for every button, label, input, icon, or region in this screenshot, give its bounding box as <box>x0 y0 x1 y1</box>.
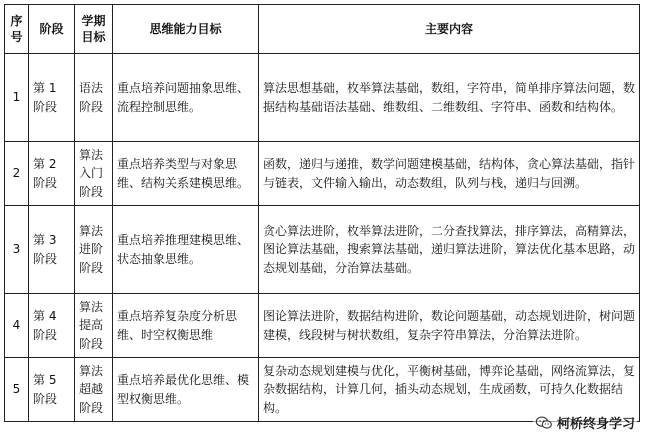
header-thinking: 思维能力目标 <box>113 5 259 54</box>
row-content: 贪心算法进阶，枚举算法进阶，二分查找算法，排序算法，高精算法，图论算法基础，搜索算法基础，递归算法进阶，算法优化基本思路，动态规划基础，分治算法基础。 <box>259 206 640 294</box>
row-content: 函数，递归与递推，数学问题建模基础，结构体，贪心算法基础，指针与链表，文件输入输出，动态数组，队列与栈，递归与回溯。 <box>259 142 640 206</box>
table-row <box>5 142 640 206</box>
row-num: 4 <box>5 294 29 358</box>
header-target: 学期目标 <box>75 5 113 54</box>
table-row <box>5 294 640 358</box>
row-content: 图论算法进阶，数据结构进阶，数论问题基础，动态规划进阶，树问题建模，线段树与树状数组，复杂字符串算法，分治算法进阶。 <box>259 294 640 358</box>
watermark <box>533 413 637 432</box>
row-num: 1 <box>5 54 29 142</box>
watermark-text: 柯桥终身学习 <box>556 417 635 432</box>
row-num: 3 <box>5 206 29 294</box>
row-thinking: 重点培养复杂度分析思维、时空权衡思维 <box>113 294 259 358</box>
header-num: 序号 <box>5 5 29 54</box>
table-row <box>5 206 640 294</box>
row-stage: 第 4 阶段 <box>29 294 75 358</box>
table-row <box>5 54 640 142</box>
row-thinking: 重点培养最优化思维、模型权衡思维。 <box>113 358 259 422</box>
row-stage: 第 1 阶段 <box>29 54 75 142</box>
header-stage: 阶段 <box>29 5 75 54</box>
row-stage: 第 3 阶段 <box>29 206 75 294</box>
row-content: 复杂动态规划建模与优化，平衡树基础，博弈论基础，网络流算法，复杂数据结构，计算几何，插头动态规划，生成函数，可持久化数据结构。 <box>259 358 640 422</box>
header-content: 主要内容 <box>259 5 640 54</box>
row-target: 算法入门阶段 <box>75 142 113 206</box>
row-content: 算法思想基础，枚举算法基础，数组，字符串，简单排序算法问题，数据结构基础语法基础、维数组、二维数组、字符串、函数和结构体。 <box>259 54 640 142</box>
table-header-row <box>5 5 640 54</box>
row-stage: 第 2 阶段 <box>29 142 75 206</box>
row-target: 算法超越阶段 <box>75 358 113 422</box>
row-thinking: 重点培养推理建模思维、状态抽象思维。 <box>113 206 259 294</box>
row-target: 算法进阶阶段 <box>75 206 113 294</box>
row-num: 2 <box>5 142 29 206</box>
row-num: 5 <box>5 358 29 422</box>
row-target: 语法阶段 <box>75 54 113 142</box>
wechat-icon <box>535 416 553 430</box>
row-thinking: 重点培养问题抽象思维、流程控制思维。 <box>113 54 259 142</box>
syllabus-table <box>4 4 640 422</box>
table-row <box>5 358 640 422</box>
row-thinking: 重点培养类型与对象思维、结构关系建模思维。 <box>113 142 259 206</box>
row-stage: 第 5 阶段 <box>29 358 75 422</box>
row-target: 算法提高阶段 <box>75 294 113 358</box>
